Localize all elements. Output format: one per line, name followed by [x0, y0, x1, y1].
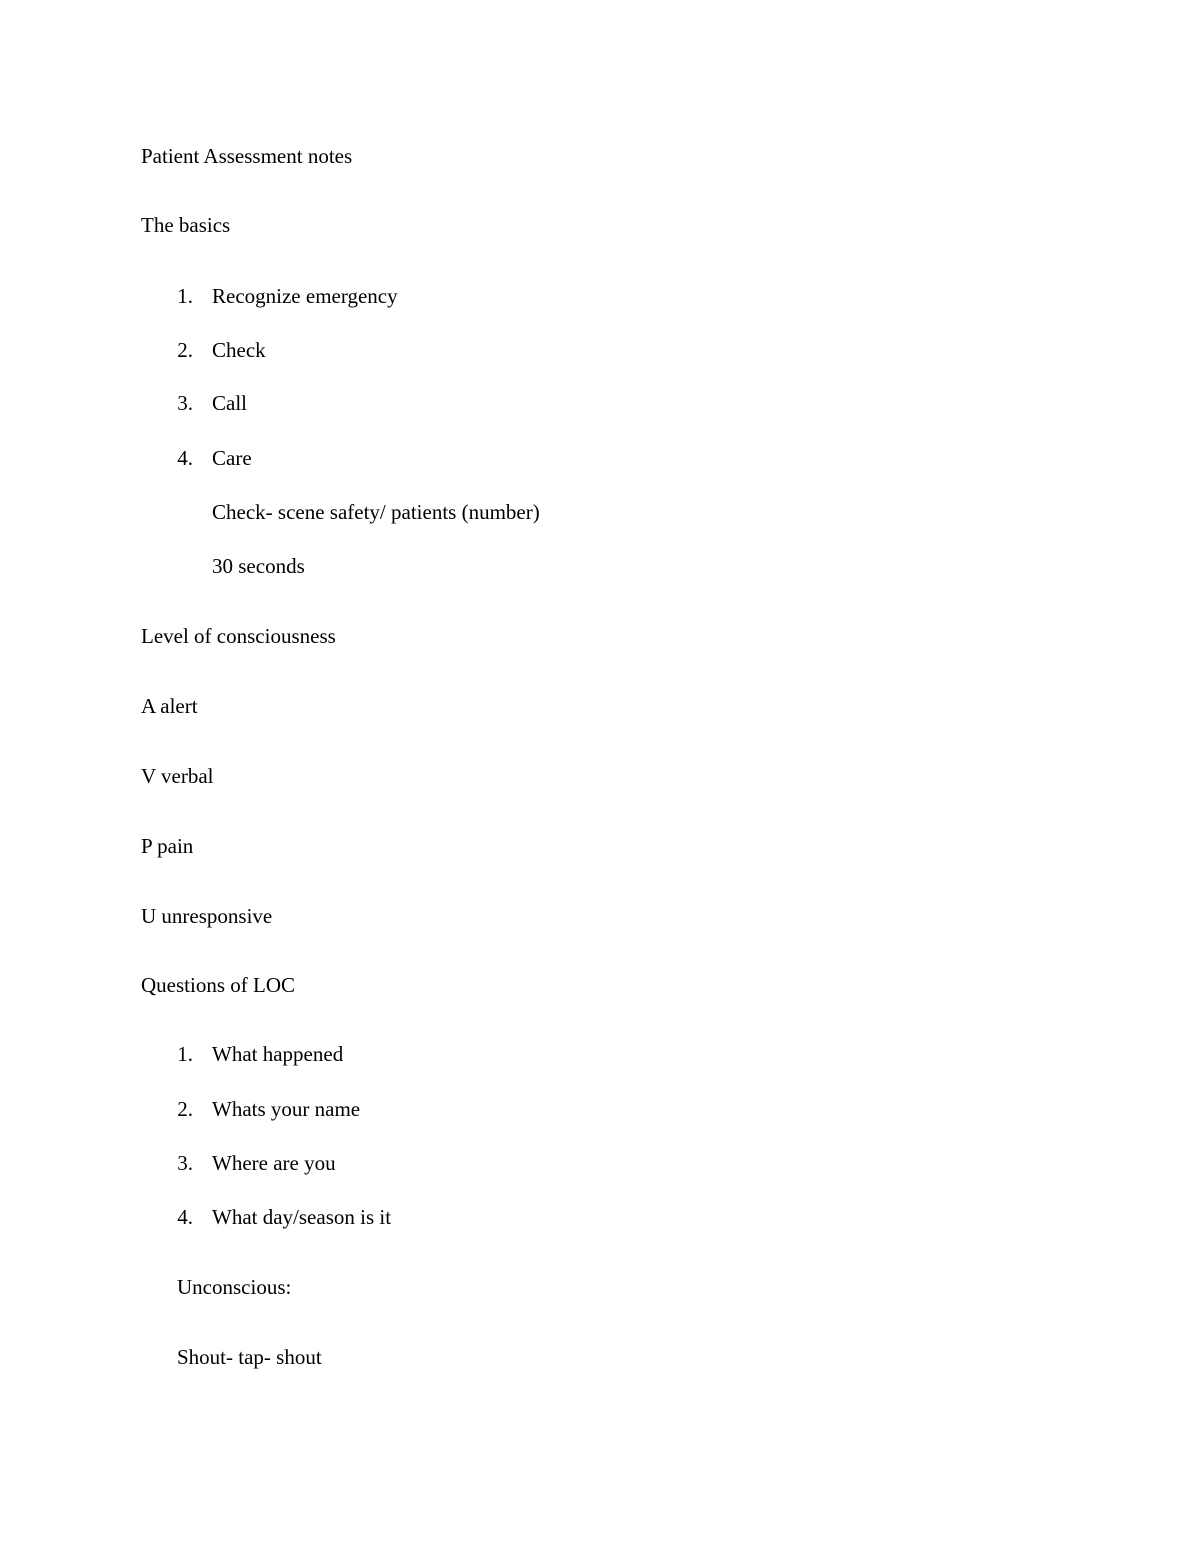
- list-item-text: Where are you: [212, 1151, 336, 1175]
- list-item-text: What happened: [212, 1042, 344, 1066]
- section-loc-heading: Level of consciousness: [141, 624, 336, 648]
- list-item-number: 4.: [177, 1205, 193, 1229]
- list-item-text: Check: [212, 338, 266, 362]
- unconscious-action: Shout- tap- shout: [177, 1345, 322, 1369]
- list-item-number: 1.: [177, 284, 193, 308]
- list-item-text: Whats your name: [212, 1097, 361, 1121]
- list-item-text: Call: [212, 391, 247, 415]
- time-note: 30 seconds: [212, 554, 305, 578]
- avpu-alert: A alert: [141, 694, 198, 718]
- list-item-text: Recognize emergency: [212, 284, 398, 308]
- unconscious-label: Unconscious:: [177, 1275, 292, 1299]
- avpu-unresponsive: U unresponsive: [141, 904, 273, 928]
- section-basics-heading: The basics: [141, 213, 231, 237]
- document-title: Patient Assessment notes: [141, 144, 353, 168]
- list-item-number: 3.: [177, 1151, 193, 1175]
- avpu-pain: P pain: [141, 834, 194, 858]
- list-item-number: 4.: [177, 446, 193, 470]
- list-item-number: 3.: [177, 391, 193, 415]
- list-item-text: What day/season is it: [212, 1205, 392, 1229]
- list-item-number: 2.: [177, 338, 193, 362]
- list-item-number: 2.: [177, 1097, 193, 1121]
- list-item-text: Care: [212, 446, 252, 470]
- avpu-verbal: V verbal: [141, 764, 214, 788]
- check-note: Check- scene safety/ patients (number): [212, 500, 540, 524]
- list-item-number: 1.: [177, 1042, 193, 1066]
- section-questions-heading: Questions of LOC: [141, 973, 295, 997]
